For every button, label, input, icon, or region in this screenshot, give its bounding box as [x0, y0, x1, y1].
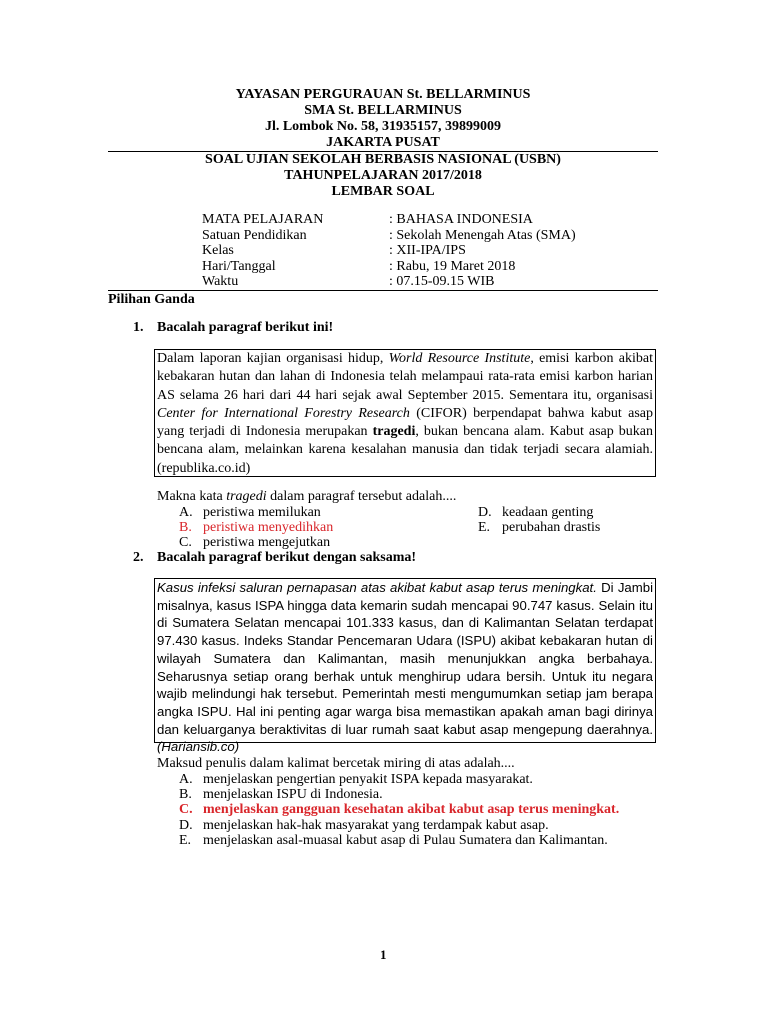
info-label: Hari/Tanggal [202, 259, 276, 274]
option-text: menjelaskan hak-hak masyarakat yang terdampak kabut asap. [203, 818, 549, 833]
option-text: menjelaskan ISPU di Indonesia. [203, 787, 383, 802]
question-number: 2. [133, 550, 144, 565]
school-address: Jl. Lombok No. 58, 31935157, 39899009 [264, 119, 502, 134]
info-value: : 07.15-09.15 WIB [389, 274, 495, 289]
passage-text: Dalam laporan kajian organisasi hidup, World Resource Institute, emisi karbon akibat kebakaran hutan dan lahan di Indonesia telah melampaui rata-rata emisi karbon harian AS selama 26 hari dari 44 hari sejak awal September 2015. Sementara itu, organisasi Center for International Forestry Research (CIFOR) berpendapat bahwa kabut asap yang terjadi di Indonesia merupakan tragedi, bukan bencana alam. Kabut asap bukan bencana alam, melainkan karena kesalahan manusia dan tidak terjadi secara alamiah. (republika.co.id) [157, 351, 653, 476]
option-text: perubahan drastis [502, 520, 601, 535]
info-label: Waktu [202, 274, 239, 289]
option-text: peristiwa menyedihkan [203, 520, 334, 535]
info-value: : Sekolah Menengah Atas (SMA) [389, 228, 576, 243]
question-number: 1. [133, 320, 144, 335]
option-c[interactable] [179, 535, 429, 551]
info-row-class [202, 243, 662, 259]
passage-box-2 [154, 578, 656, 755]
option-text: peristiwa memilukan [203, 505, 321, 520]
option-letter: B. [179, 520, 192, 535]
sheet-title: LEMBAR SOAL [331, 184, 435, 199]
page-number: 1 [380, 947, 387, 962]
section-title: Pilihan Ganda [108, 292, 195, 307]
option-a[interactable] [179, 505, 429, 521]
option-text: menjelaskan gangguan kesehatan akibat kabut asap terus meningkat. [203, 802, 620, 817]
option-letter: B. [179, 787, 192, 802]
academic-year: TAHUNPELAJARAN 2017/2018 [284, 168, 482, 183]
option-d[interactable] [478, 505, 648, 521]
info-value: : BAHASA INDONESIA [389, 212, 533, 227]
school-name: SMA St. BELLARMINUS [304, 103, 462, 118]
option-text: menjelaskan pengertian penyakit ISPA kepada masyarakat. [203, 772, 533, 787]
option-text: peristiwa mengejutkan [203, 535, 331, 550]
option-e[interactable] [179, 833, 649, 849]
option-c-answer[interactable] [179, 802, 649, 818]
foundation-name: YAYASAN PERGURAUAN St. BELLARMINUS [235, 87, 531, 102]
info-value: : Rabu, 19 Maret 2018 [389, 259, 516, 274]
info-value: : XII-IPA/IPS [389, 243, 466, 258]
passage-italic: Center for International Forestry Research [157, 405, 410, 421]
option-letter: C. [179, 535, 192, 550]
question-prompt: Bacalah paragraf berikut dengan saksama! [157, 550, 417, 565]
option-d[interactable] [179, 818, 649, 834]
info-row-unit [202, 228, 662, 244]
option-b[interactable] [179, 787, 649, 803]
info-label: Kelas [202, 243, 234, 258]
option-letter: A. [179, 505, 193, 520]
header-divider-bottom [108, 290, 658, 291]
school-city: JAKARTA PUSAT [326, 135, 440, 150]
info-label: Satuan Pendidikan [202, 228, 307, 243]
option-e[interactable] [478, 520, 648, 536]
info-label: MATA PELAJARAN [202, 212, 324, 227]
question-stem: Makna kata tragedi dalam paragraf tersebut adalah.... [157, 489, 457, 504]
option-letter: D. [478, 505, 492, 520]
question-stem: Maksud penulis dalam kalimat bercetak miring di atas adalah.... [157, 756, 515, 771]
option-text: menjelaskan asal-muasal kabut asap di Pulau Sumatera dan Kalimantan. [203, 833, 608, 848]
info-row-subject [202, 212, 662, 228]
passage-bold: tragedi [372, 424, 416, 440]
option-letter: D. [179, 818, 193, 833]
question-prompt: Bacalah paragraf berikut ini! [157, 320, 334, 335]
option-b-answer[interactable] [179, 520, 429, 536]
passage-text: Kasus infeksi saluran pernapasan atas akibat kabut asap terus meningkat. Di Jambi misalnya, kasus ISPA hingga data kemarin sudah mencapai 90.747 kasus. Selain itu di Sumatera Selatan mencapai 101.333 kasus, dan di Kalimantan Selatan terdapat 97.430 kasus. Indeks Standar Pencemaran Udara (ISPU) akibat kebakaran hutan di wilayah Sumatera dan Kalimantan, masih menunjukkan angka berbahaya. Seharusnya setiap orang berhak untuk menghirup udara bersih. Untuk itu negara wajib melindungi hak tersebut. Pemerintah mesti mengumumkan setiap jam berapa angka ISPU. Hal ini penting agar warga bisa memastikan apakah aman bagi dirinya dan keluarganya beraktivitas di luar rumah saat kabut asap mengepung daerahnya. (Hariansib.co) [157, 580, 653, 755]
option-text: keadaan genting [502, 505, 594, 520]
option-letter: A. [179, 772, 193, 787]
option-letter: C. [179, 802, 193, 817]
option-letter: E. [179, 833, 192, 848]
option-letter: E. [478, 520, 491, 535]
passage-italic: Kasus infeksi saluran pernapasan atas akibat kabut asap terus meningkat. [157, 580, 597, 595]
option-a[interactable] [179, 772, 649, 788]
passage-italic: World Resource Institute [388, 351, 531, 366]
exam-title: SOAL UJIAN SEKOLAH BERBASIS NASIONAL (USBN) [205, 152, 561, 167]
passage-italic: (Hariansib.co) [157, 739, 240, 755]
info-row-date [202, 259, 662, 275]
info-row-time [202, 274, 662, 290]
passage-box-1 [154, 349, 656, 477]
